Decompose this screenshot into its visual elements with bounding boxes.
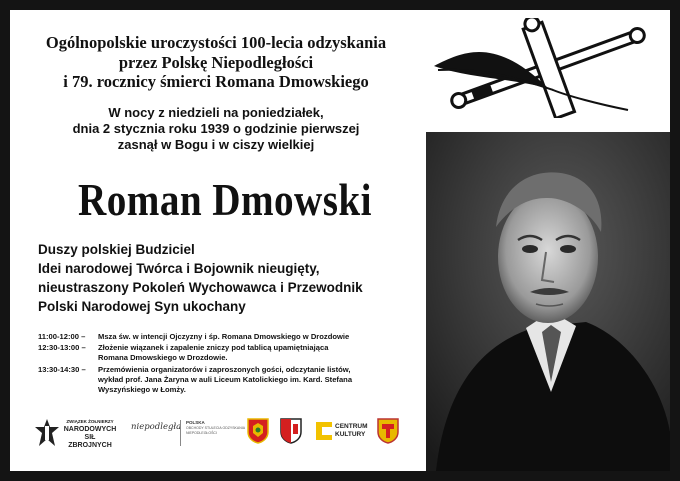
sponsor-logos <box>34 412 404 456</box>
centrum-kultury-logo <box>314 420 372 444</box>
schedule-description: Przemówienia organizatorów i zaproszonych gości, odczytanie listów, wykład prof. Jana Żaryna w auli Liceum Katolickiego im. Kard. Stefana Wyszyńskiego w Łomży. <box>98 364 353 395</box>
epitaph <box>38 240 428 316</box>
centrum-line-1: CENTRUM <box>335 423 368 430</box>
poster-header <box>20 33 412 92</box>
zwiazek-logo <box>34 416 119 450</box>
polska-line-3: NIEPODLEGŁOŚCI <box>186 431 217 435</box>
eagle-cross-icon <box>34 418 60 448</box>
cross-icon <box>428 18 666 118</box>
header-line-2: przez Polskę Niepodległości <box>118 52 314 72</box>
polska-line-2: OBCHODY STULECIA ODZYSKANIA <box>186 426 246 430</box>
schedule-time: 12:30-13:00 – <box>38 343 86 353</box>
intro-line-2: dnia 2 stycznia roku 1939 o godzinie pierwszej <box>72 121 360 136</box>
person-name: Roman Dmowski <box>78 175 372 225</box>
schedule-row <box>38 332 418 342</box>
epitaph-line-4: Polski Narodowej Syn ukochany <box>38 299 246 314</box>
signature-text: niepodległa <box>131 422 182 432</box>
schedule-row <box>38 343 418 363</box>
epitaph-line-2: Idei narodowej Twórca i Bojownik nieugięty, <box>38 261 320 276</box>
gmina-crest-icon <box>377 418 399 444</box>
intro-line-3: zasnął w Bogu i w ciszy wielkiej <box>117 137 315 152</box>
zwiazek-line-3: SIŁ ZBROJNYCH <box>68 434 112 449</box>
schedule-time: 13:30-14:30 – <box>38 364 86 374</box>
schedule-time: 11:00-12:00 – <box>38 332 86 341</box>
schedule-description: Msza św. w intencji Ojczyzny i śp. Romana Dmowskiego w Drozdowie <box>98 332 350 341</box>
lomza-crest-icon <box>247 418 269 444</box>
epitaph-line-1: Duszy polskiej Budziciel <box>38 242 195 257</box>
zwiazek-line-2: NARODOWYCH <box>63 426 117 433</box>
header-line-1: Ogólnopolskie uroczystości 100-lecia odzyskania <box>45 33 387 52</box>
schedule-row <box>38 365 418 396</box>
schedule-description: Złożenie wiązanek i zapalenie zniczy pod tablicą upamiętniająca Romana Dmowskiego w Drozdowie. <box>98 343 329 363</box>
header-line-3: i 79. rocznicy śmierci Romana Dmowskiego <box>63 72 369 91</box>
zwiazek-line-1: ZWIĄZEK ŻOŁNIERZY <box>66 419 114 424</box>
portrait-photo <box>426 132 670 471</box>
ck-mark-icon <box>314 420 334 442</box>
polska-stulecie-logo <box>180 420 256 446</box>
polska-line-1: POLSKA <box>186 420 205 425</box>
intro-line-1: W nocy z niedzieli na poniedziałek, <box>108 105 324 120</box>
centrum-line-2: KULTURY <box>335 431 366 438</box>
death-notice <box>40 105 392 153</box>
event-schedule <box>38 332 418 395</box>
niepodlegla-logo <box>131 422 181 444</box>
powiat-crest-icon <box>280 418 302 444</box>
epitaph-line-3: nieustraszony Pokoleń Wychowawca i Przewodnik <box>38 280 363 295</box>
